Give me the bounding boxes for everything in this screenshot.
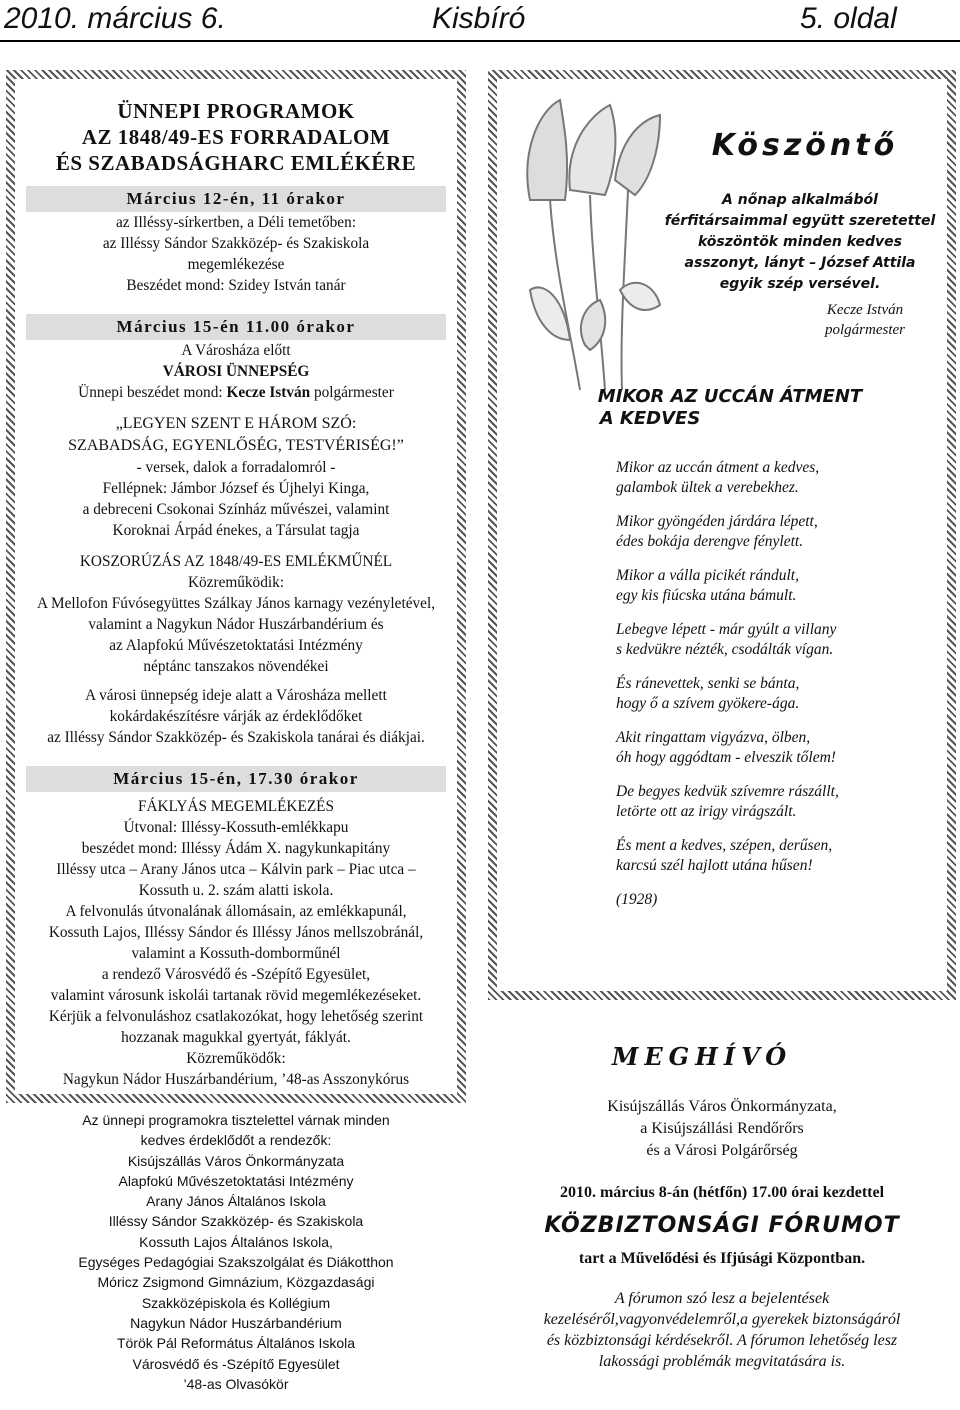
text-line: lakossági problémák megvitatására is. xyxy=(598,1353,846,1370)
greeting-intro xyxy=(640,190,960,295)
poem-stanza xyxy=(616,512,936,552)
text-line: a rendező Városvédő és -Szépítő Egyesület, xyxy=(101,966,371,983)
event-date-bar: Március 12-én, 11 órakor xyxy=(26,186,446,212)
text-line: a Kisújszállási Rendőrőrs xyxy=(640,1120,804,1137)
organizer-item: Arany János Általános Iskola xyxy=(146,1193,326,1210)
text-line: az Alapfokú Művészetoktatási Intézmény xyxy=(109,637,363,654)
text-line: és közbiztonsági kérdésekről. A fórumon lehetőség lesz xyxy=(546,1332,898,1349)
text-line: Koroknai Árpád énekes, a Társulat tagja xyxy=(112,522,360,539)
poem-stanza xyxy=(616,566,936,606)
text-line: Az ünnepi programokra tisztelettel várnak minden xyxy=(82,1112,390,1128)
organizer-item: ’48-as Olvasókör xyxy=(183,1375,289,1392)
poem-stanza xyxy=(616,458,936,498)
text-line: - versek, dalok a forradalomról - xyxy=(136,459,336,476)
text-line: KOSZORÚZÁS AZ 1848/49-ES EMLÉKMŰNÉL xyxy=(79,553,393,570)
text-line: beszédet mond: Illéssy Ádám X. nagykunkapitány xyxy=(81,840,391,857)
program-title-line: ÜNNEPI PROGRAMOK xyxy=(117,99,355,123)
greeting-signature xyxy=(780,300,950,340)
poem-line: letörte ott az irigy virágszált. xyxy=(616,803,797,820)
poem-stanza xyxy=(616,836,936,876)
text-line: Nagykun Nádor Huszárbandérium, ’48-as Asszonykórus xyxy=(62,1071,410,1088)
invitation-location: tart a Művelődési és Ifjúsági Központban. xyxy=(578,1250,866,1267)
signature-name: Kecze István xyxy=(826,302,904,318)
organizer-item: Alapfokú Művészetoktatási Intézmény xyxy=(118,1172,354,1189)
text-line: hozzanak magukkal gyertyát, fáklyát. xyxy=(121,1029,351,1046)
poem-year: (1928) xyxy=(616,891,658,908)
text-line: valamint a Kossuth-domborműnél xyxy=(131,945,341,962)
organizer-item: Török Pál Református Általános Iskola xyxy=(116,1335,356,1352)
invitation-datetime: 2010. március 8-án (hétfőn) 17.00 órai kezdettel xyxy=(559,1184,885,1201)
poem-line: És ment a kedves, szépen, derűsen, xyxy=(616,837,833,854)
poem-line: Mikor a válla picikét rándult, xyxy=(616,567,799,584)
greeting-header xyxy=(670,128,940,164)
text-line: kokárdakészítésre várják az érdeklődőket xyxy=(109,708,363,725)
poem-body xyxy=(616,458,936,910)
header-date: 2010. március 6. xyxy=(4,2,226,35)
text-line: a debreceni Csokonai Színház művészei, valamint xyxy=(82,501,390,518)
poem-line: Mikor gyöngéden járdára lépett, xyxy=(616,513,818,530)
event-date-bar: Március 15-én, 17.30 órakor xyxy=(26,766,446,792)
signature-title: polgármester xyxy=(825,322,905,338)
text-line: az Illéssy Sándor Szakközép- és Szakiskola tanárai és diákjai. xyxy=(47,729,425,746)
text-line: valamint városunk iskolái tartanak rövid megemlékezéseket. xyxy=(50,987,422,1004)
text-line: férfitársaimmal együtt szeretettel xyxy=(664,213,936,229)
poem-line: galambok ültek a verebekhez. xyxy=(616,479,799,496)
organizer-item: Móricz Zsigmond Gimnázium, Közgazdasági xyxy=(97,1274,375,1291)
poem-line: óh hogy aggódtam - elveszik tőlem! xyxy=(616,749,836,766)
organizer-item: Illéssy Sándor Szakközép- és Szakiskola xyxy=(108,1213,364,1230)
speaker-name: Kecze István xyxy=(226,384,311,401)
event-3-details xyxy=(20,796,452,1090)
text-line: egyik szép versével. xyxy=(719,276,881,292)
text-line: Kossuth Lajos, Illéssy Sándor és Illéssy János mellszobránál, xyxy=(48,924,424,941)
program-title-line: AZ 1848/49-ES FORRADALOM xyxy=(81,125,391,149)
poem-line: egy kis fiúcska utána bámult. xyxy=(616,587,797,604)
greeting-title: Köszöntő xyxy=(711,128,899,163)
invitation-description xyxy=(488,1288,956,1372)
motto-line: „LEGYEN SZENT E HÁROM SZÓ: xyxy=(115,415,357,432)
poem-stanza xyxy=(616,674,936,714)
text-line: Útvonal: Illéssy-Kossuth-emlékkapu xyxy=(123,819,349,836)
text-line: az Illéssy Sándor Szakközép- és Szakiskola xyxy=(102,235,370,252)
event-1-details xyxy=(20,212,452,296)
organizer-item: Városvédő és -Szépítő Egyesület xyxy=(132,1355,340,1372)
text-line: Illéssy utca – Arany János utca – Kálvin park – Piac utca – xyxy=(56,861,416,878)
speaker-line xyxy=(20,382,452,403)
invitation-event-title: KÖZBIZTONSÁGI FÓRUMOT xyxy=(544,1213,900,1238)
poem-line: De begyes kedvük szívemre rászállt, xyxy=(616,783,839,800)
organizer-item: Nagykun Nádor Huszárbandérium xyxy=(130,1314,342,1331)
text-line: az Illéssy-sírkertben, a Déli temetőben: xyxy=(116,214,356,231)
organizer-item: Kisújszállás Város Önkormányzata xyxy=(127,1152,345,1169)
poem-line: hogy ő a szívem gyökere-ága. xyxy=(616,695,800,712)
text-line: Fellépnek: Jámbor József és Újhelyi Kinga, xyxy=(102,480,370,497)
text-line: és a Városi Polgárőrség xyxy=(646,1142,798,1159)
poem-stanza xyxy=(616,620,936,660)
text-line: Közreműködők: xyxy=(186,1050,286,1067)
text-line: MIKOR AZ UCCÁN ÁTMENT xyxy=(597,386,863,407)
text-line: A felvonulás útvonalának állomásain, az emlékkapunál, xyxy=(65,903,407,920)
page-header xyxy=(0,0,960,36)
text-line: Kisújszállás Város Önkormányzata, xyxy=(607,1098,837,1115)
text-line: A nőnap alkalmából xyxy=(722,192,878,208)
poem-stanza xyxy=(616,782,936,822)
text-line: Kérjük a felvonuláshoz csatlakozókat, hogy lehetőség szerint xyxy=(48,1008,424,1025)
text-line: megemlékezése xyxy=(187,256,285,273)
text-line: valamint a Nagykun Nádor Huszárbandérium és xyxy=(88,616,384,633)
header-page-number: 5. oldal xyxy=(800,2,897,35)
poem-line: Mikor az uccán átment a kedves, xyxy=(616,459,820,476)
text-line: kezeléséről,vagyonvédelemről,a gyerekek biztonságáról xyxy=(543,1311,901,1328)
motto-line: SZABADSÁG, EGYENLŐSÉG, TESTVÉRISÉG!” xyxy=(68,437,404,454)
poem-line: Akit ringattam vigyázva, ölben, xyxy=(616,729,811,746)
poem-line: És ránevettek, senki se bánta, xyxy=(616,675,800,692)
poem-stanza xyxy=(616,728,936,768)
event-date-bar: Március 15-én 11.00 órakor xyxy=(26,314,446,340)
text-line: kedves érdeklődőt a rendezők: xyxy=(140,1132,332,1149)
poem-line: Lebegve lépett - már gyúlt a villany xyxy=(616,621,837,638)
text-part: Ünnepi beszédet mond: xyxy=(78,384,227,401)
text-part: polgármester xyxy=(310,384,394,401)
text-line: köszöntök minden kedves xyxy=(698,234,902,250)
text-line: A KEDVES xyxy=(599,408,701,429)
text-line: A Mellofon Fúvósegyüttes Szálkay János karnagy vezényletével, xyxy=(36,595,436,612)
header-paper-title: Kisbíró xyxy=(432,2,526,35)
text-line: A fórumon szó lesz a bejelentések xyxy=(614,1290,830,1307)
text-line: VÁROSI ÜNNEPSÉG xyxy=(162,363,310,380)
poem-line: s kedvükre nézték, csodálták vígan. xyxy=(616,641,834,658)
text-line: Kossuth u. 2. szám alatti iskola. xyxy=(138,882,334,899)
poem-title xyxy=(570,386,890,430)
text-line: néptánc tanszakos növendékei xyxy=(143,658,329,675)
text-line: A Városháza előtt xyxy=(181,342,291,359)
text-line: Beszédet mond: Szidey István tanár xyxy=(126,277,346,294)
text-line: asszonyt, lányt – József Attila xyxy=(684,255,916,271)
organizer-item: Kossuth Lajos Általános Iskola, xyxy=(139,1233,333,1250)
poem-line: édes bokája derengve fénylett. xyxy=(616,533,804,550)
program-title-line: ÉS SZABADSÁGHARC EMLÉKÉRE xyxy=(55,151,417,175)
invitation-organizers xyxy=(488,1096,956,1162)
invitation-section xyxy=(488,1040,956,1372)
text-line: A városi ünnepség ideje alatt a Városháza mellett xyxy=(85,687,387,704)
poem-line: karcsú szél hajlott utána hűsen! xyxy=(616,857,813,874)
text-line: Közreműködik: xyxy=(187,574,284,591)
invitation-title: MEGHÍVÓ xyxy=(611,1042,793,1071)
event-2-details xyxy=(20,340,452,748)
organizer-item: Egységes Pedagógiai Szakszolgálat és Diákotthon xyxy=(78,1254,394,1271)
organizer-item: Szakközépiskola és Kollégium xyxy=(141,1294,331,1311)
text-line: FÁKLYÁS MEGEMLÉKEZÉS xyxy=(137,798,335,815)
organizers-list xyxy=(20,1110,452,1394)
program-column xyxy=(20,98,452,1090)
header-rule xyxy=(0,40,960,42)
